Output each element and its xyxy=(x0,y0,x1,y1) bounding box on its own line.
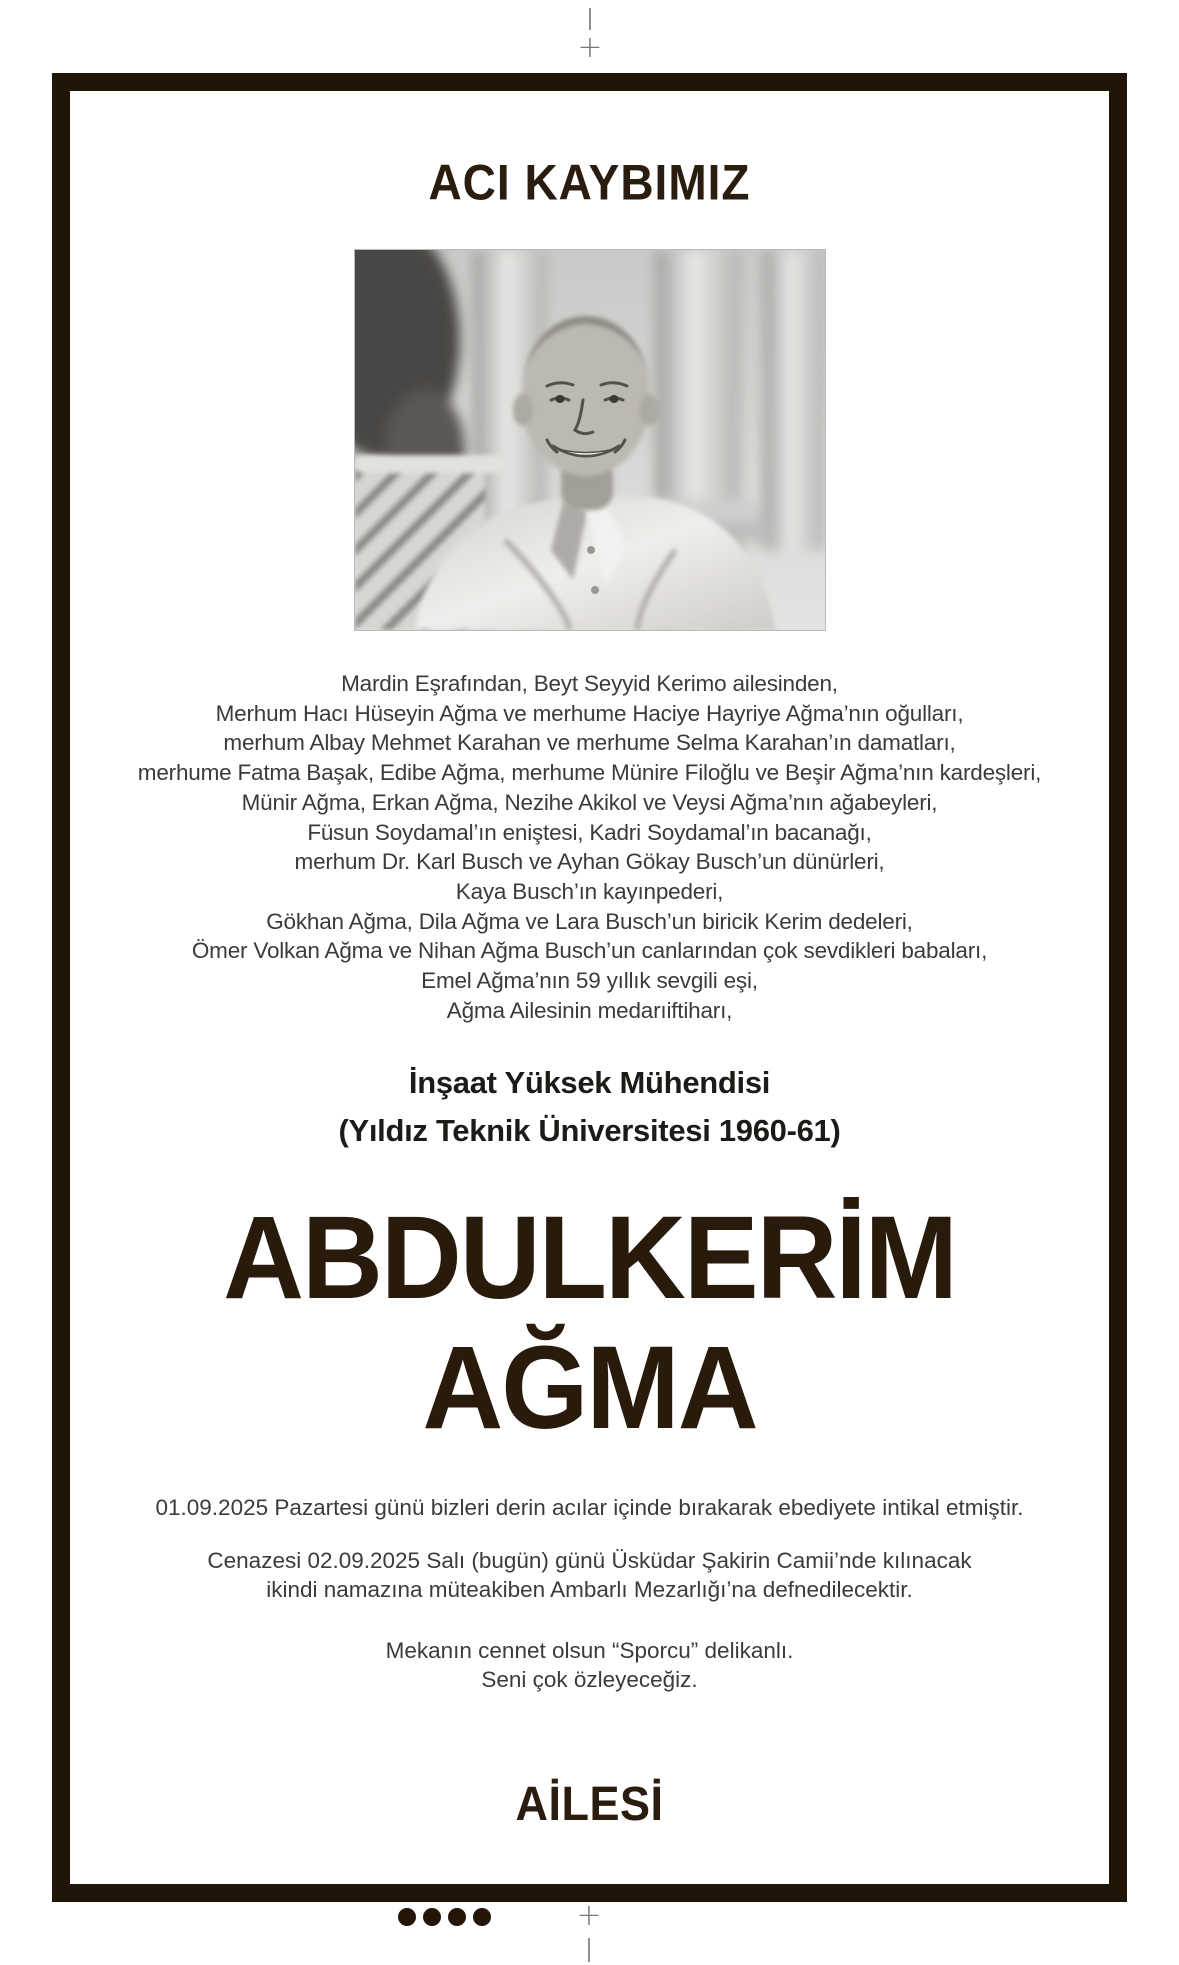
portrait-photo xyxy=(354,249,826,631)
portrait-photo-graphic xyxy=(355,250,825,630)
genealogy-line: Gökhan Ağma, Dila Ağma ve Lara Busch’un biricik Kerim dedeleri, xyxy=(266,908,913,934)
genealogy-line: Emel Ağma’nın 59 yıllık sevgili eşi, xyxy=(421,968,758,994)
university-line: (Yıldız Teknik Üniversitesi 1960-61) xyxy=(338,1113,841,1149)
obituary-headline: ACI KAYBIMIZ xyxy=(428,153,751,211)
genealogy-line: merhum Albay Mehmet Karahan ve merhume Selma Karahan’ın damatları, xyxy=(223,730,956,756)
genealogy-line: Ömer Volkan Ağma ve Nihan Ağma Busch’un canlarından çok sevdikleri babaları, xyxy=(191,938,988,964)
registration-line-top xyxy=(589,8,591,30)
genealogy-line: Münir Ağma, Erkan Ağma, Nezihe Akikol ve Veysi Ağma’nın ağabeyleri, xyxy=(241,789,938,815)
genealogy-line: Ağma Ailesinin medarıiftiharı, xyxy=(446,997,733,1023)
genealogy-text xyxy=(70,669,1109,1025)
genealogy-line: merhum Dr. Karl Busch ve Ayhan Gökay Busch’un dünürleri, xyxy=(294,849,885,875)
profession-line: İnşaat Yüksek Mühendisi xyxy=(408,1065,771,1101)
obituary-frame xyxy=(52,73,1127,1902)
registration-dots xyxy=(398,1908,491,1926)
funeral-line: ikindi namazına müteakiben Ambarlı Mezarlığı’na defnedilecektir. xyxy=(266,1577,913,1603)
registration-cross-top-icon: + xyxy=(577,30,603,65)
farewell-line: Seni çok özleyeceğiz. xyxy=(481,1667,698,1693)
profession-title xyxy=(70,1059,1109,1155)
deceased-last-name: AĞMA xyxy=(422,1322,757,1454)
registration-line-bottom xyxy=(588,1938,590,1962)
registration-dot-icon xyxy=(423,1908,441,1926)
deceased-name xyxy=(70,1193,1109,1453)
funeral-line: Cenazesi 02.09.2025 Salı (bugün) günü Üsküdar Şakirin Camii’nde kılınacak xyxy=(207,1548,972,1574)
genealogy-line: Mardin Eşrafından, Beyt Seyyid Kerimo ailesinden, xyxy=(341,671,838,696)
genealogy-line: merhume Fatma Başak, Edibe Ağma, merhume Münire Filoğlu ve Beşir Ağma’nın kardeşleri, xyxy=(137,760,1042,786)
deceased-first-name: ABDULKERİM xyxy=(223,1192,956,1324)
farewell-message xyxy=(70,1636,1109,1694)
farewell-line: Mekanın cennet olsun “Sporcu” delikanlı. xyxy=(385,1638,794,1664)
registration-dot-icon xyxy=(473,1908,491,1926)
registration-dot-icon xyxy=(448,1908,466,1926)
family-signature: AİLESİ xyxy=(515,1776,664,1832)
death-announcement: 01.09.2025 Pazartesi günü bizleri derin acılar içinde bırakarak ebediyete intikal etmiştir. xyxy=(155,1495,1024,1521)
genealogy-line: Kaya Busch’ın kayınpederi, xyxy=(455,878,724,904)
registration-cross-bottom-icon: + xyxy=(576,1898,602,1933)
funeral-details xyxy=(70,1546,1109,1604)
genealogy-line: Merhum Hacı Hüseyin Ağma ve merhume Haciye Hayriye Ağma’nın oğulları, xyxy=(215,700,964,726)
registration-dot-icon xyxy=(398,1908,416,1926)
genealogy-line: Füsun Soydamal’ın eniştesi, Kadri Soydamal’ın bacanağı, xyxy=(307,819,872,845)
